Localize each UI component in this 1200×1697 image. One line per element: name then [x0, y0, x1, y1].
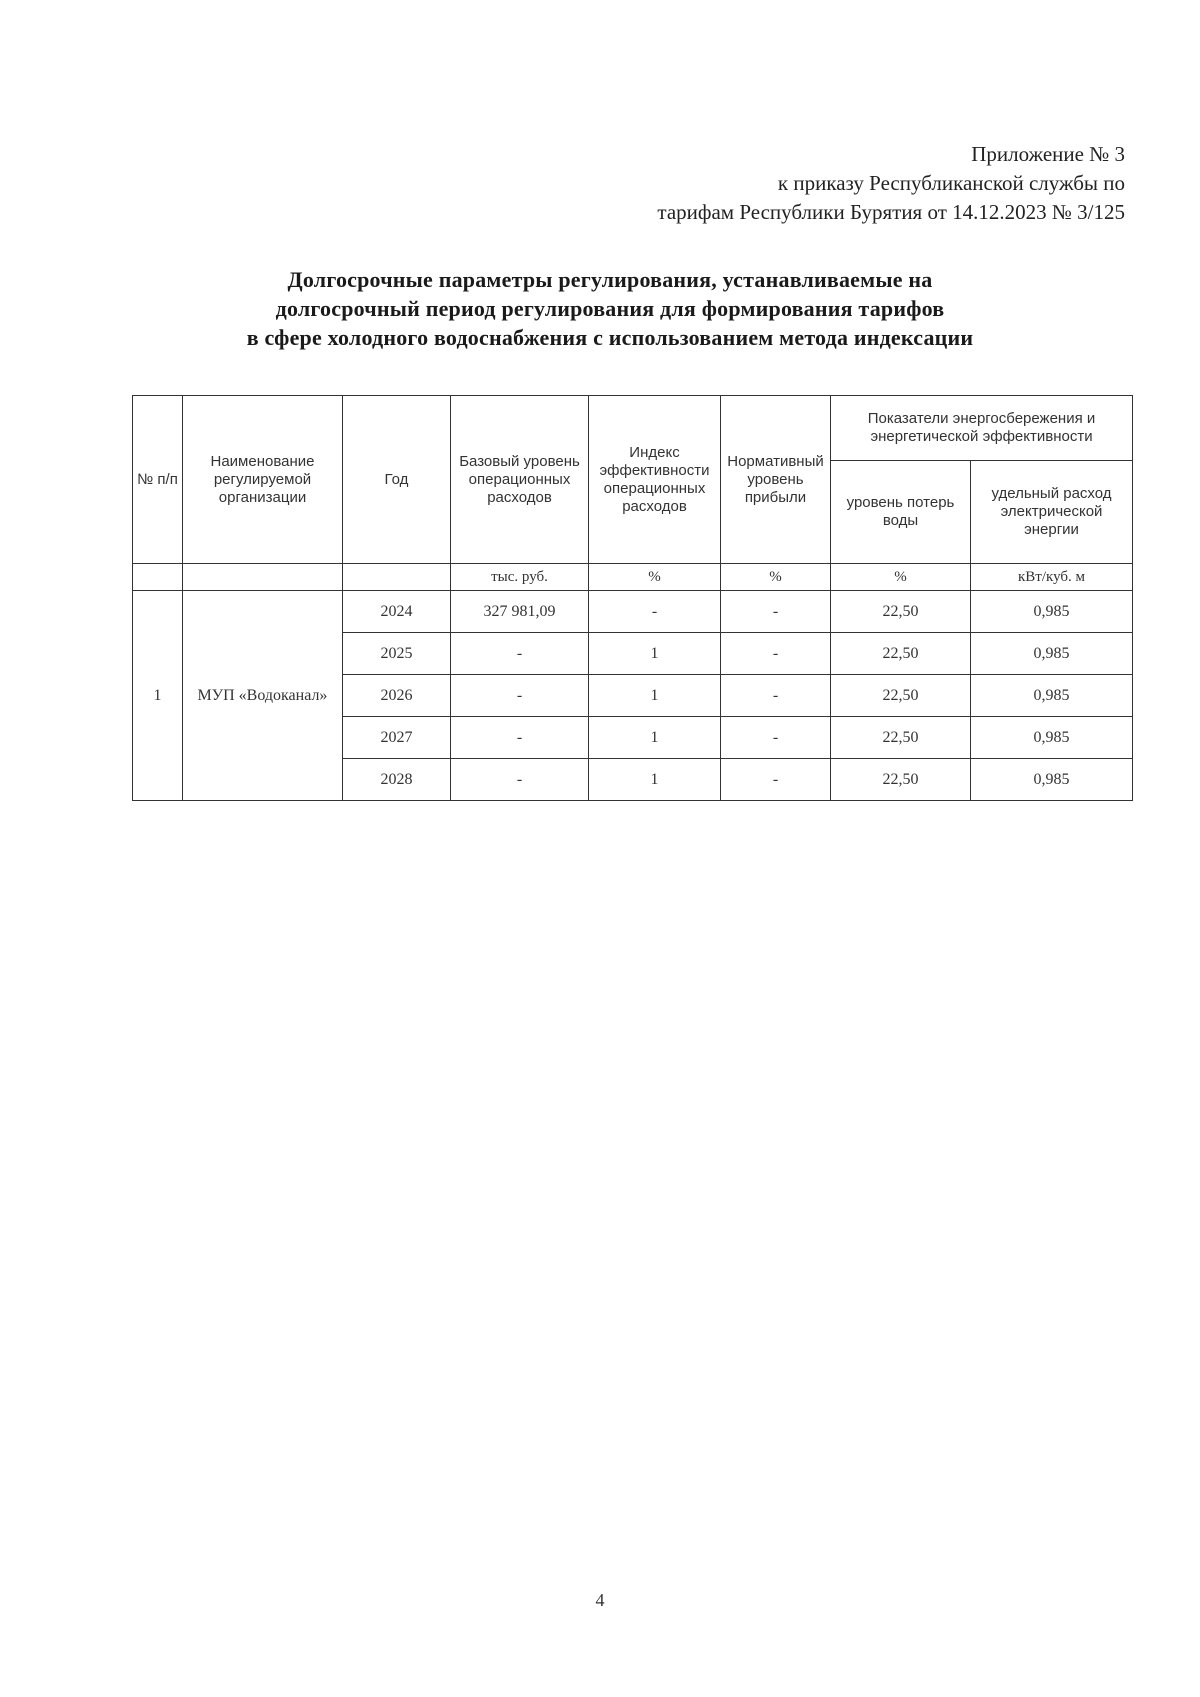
cell-loss: 22,50: [831, 633, 971, 675]
cell-norm: -: [721, 717, 831, 759]
cell-spec: 0,985: [971, 633, 1133, 675]
cell-base: -: [451, 717, 589, 759]
header-row-1: [133, 396, 1133, 461]
cell-spec: 0,985: [971, 717, 1133, 759]
cell-spec: 0,985: [971, 675, 1133, 717]
header-org: Наименование регулируемой организации: [183, 396, 343, 564]
parameters-table: [132, 395, 1133, 801]
title-line-1: Долгосрочные параметры регулирования, устанавливаемые на: [287, 267, 933, 292]
table-row: [133, 591, 1133, 633]
cell-norm: -: [721, 591, 831, 633]
cell-spec: 0,985: [971, 759, 1133, 801]
header-year: Год: [343, 396, 451, 564]
cell-index: 1: [589, 675, 721, 717]
row-number: 1: [133, 591, 183, 801]
cell-spec: 0,985: [971, 591, 1133, 633]
title-line-2: долгосрочный период регулирования для формирования тарифов: [275, 296, 945, 321]
header-base: Базовый уровень операционных расходов: [451, 396, 589, 564]
header-norm: Нормативный уровень прибыли: [721, 396, 831, 564]
unit-index: %: [589, 564, 721, 591]
organization-name: МУП «Водоканал»: [183, 591, 343, 801]
appendix-reference: [425, 140, 1125, 227]
cell-norm: -: [721, 633, 831, 675]
cell-index: -: [589, 591, 721, 633]
page-number: 4: [595, 1590, 605, 1610]
cell-year: 2028: [343, 759, 451, 801]
appendix-line-2: к приказу Республиканской службы по: [777, 171, 1125, 195]
unit-base: тыс. руб.: [451, 564, 589, 591]
cell-year: 2026: [343, 675, 451, 717]
header-index: Индекс эффективности операционных расходов: [589, 396, 721, 564]
unit-spec: кВт/куб. м: [971, 564, 1133, 591]
cell-base: 327 981,09: [451, 591, 589, 633]
cell-norm: -: [721, 759, 831, 801]
appendix-line-1: Приложение № 3: [971, 142, 1125, 166]
cell-loss: 22,50: [831, 717, 971, 759]
cell-loss: 22,50: [831, 675, 971, 717]
unit-loss: %: [831, 564, 971, 591]
cell-index: 1: [589, 759, 721, 801]
cell-base: -: [451, 675, 589, 717]
cell-loss: 22,50: [831, 591, 971, 633]
cell-loss: 22,50: [831, 759, 971, 801]
cell-index: 1: [589, 717, 721, 759]
header-energy-group: Показатели энергосбережения и энергетической эффективности: [831, 396, 1133, 461]
cell-base: -: [451, 759, 589, 801]
cell-norm: -: [721, 675, 831, 717]
unit-empty-year: [343, 564, 451, 591]
title-line-3: в сфере холодного водоснабжения с использованием метода индексации: [246, 325, 974, 350]
header-loss: уровень потерь воды: [831, 461, 971, 564]
appendix-line-3: тарифам Республики Бурятия от 14.12.2023 № 3/125: [657, 200, 1125, 224]
unit-empty-org: [183, 564, 343, 591]
unit-norm: %: [721, 564, 831, 591]
units-row: [133, 564, 1133, 591]
cell-year: 2027: [343, 717, 451, 759]
cell-index: 1: [589, 633, 721, 675]
cell-year: 2024: [343, 591, 451, 633]
document-title: [130, 265, 1090, 352]
unit-empty-num: [133, 564, 183, 591]
header-spec: удельный расход электрической энергии: [971, 461, 1133, 564]
cell-year: 2025: [343, 633, 451, 675]
header-num: № п/п: [133, 396, 183, 564]
cell-base: -: [451, 633, 589, 675]
